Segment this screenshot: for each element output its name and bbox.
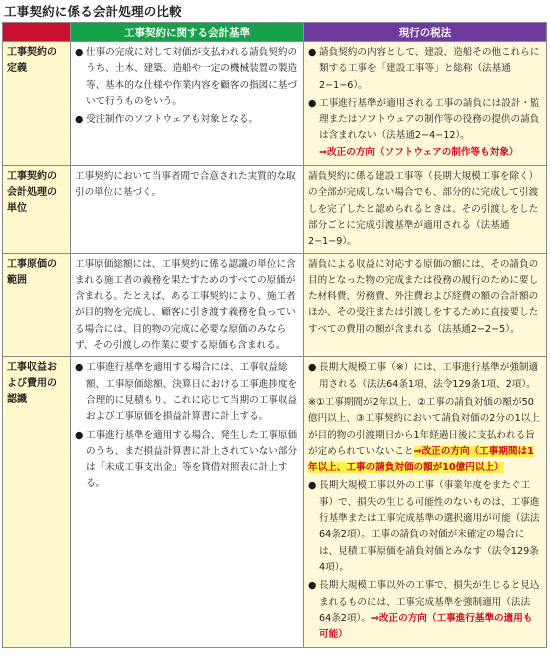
tax-cell: 請負契約に係る建設工事等（長期大規模工事を除く）の全部が完成しない場合でも、部分的に完成して引渡しを完了したと認められるときは、その引渡しをした部分ごとに完成引渡基準が適用される（法基通2−1−9）。 <box>304 166 547 253</box>
list-item: ● 受注制作のソフトウェアも対象となる。 <box>75 114 259 126</box>
table-row <box>3 166 547 253</box>
table-row <box>3 253 547 357</box>
list-item: ● 長期大規模工事以外の工事（事業年度をまたぐ工事）で、損失の生じる可能性のないものは、工事進行基準または工事完成基準の選択適用が可能（法法64条2項）。工事の請負の対価が未確定の場合には、見積工事原価を請負対価とみなす（法令129条4項）。 <box>308 480 540 573</box>
tax-cell: 請負による収益に対応する原価の額には、その請負の目的となった物の完成または役務の履行のために要した材料費、労務費、外注費および経費の額の合計額のほか、その受注または引渡しをするために直接要したすべての費用の額が含まれる（法基通2−2−5）。 <box>304 253 547 357</box>
table-header-row <box>3 23 547 42</box>
revision-note: ⇒改正の方向（工事期間は1年以上、工事の請負対価の額が10億円以上） <box>308 445 534 474</box>
revision-note: ⇒改正の方向（ソフトウェアの制作等も対象） <box>319 146 519 158</box>
header-blank <box>3 23 71 42</box>
tax-cell <box>304 357 547 648</box>
standard-cell: 工事契約において当事者間で合意された実質的な取引の単位に基づく。 <box>71 166 304 253</box>
header-current-tax-law: 現行の税法 <box>304 23 547 42</box>
row-label: 工事原価の範囲 <box>3 253 71 357</box>
tax-cell <box>304 42 547 166</box>
list-item: ● 請負契約の内容として、建設、造船その他これらに類する工事を「建設工事等」と総称（法基通2−1−6）。 <box>308 47 540 91</box>
header-accounting-standard: 工事契約に関する会計基準 <box>71 23 304 42</box>
standard-cell: 工事原価総額には、工事契約に係る認識の単位に含まれる施工者の義務を果たすためのすべての原価が含まれる。たとえば、ある工事契約により、施工者が目的物を完成し、顧客に引き渡す義務を負っている場合には、目的物の完成に必要な原価のみならず、その引渡しの作業に要する原価も含まれる。 <box>71 253 304 357</box>
list-item: ● 工事進行基準を適用する場合には、工事収益総額、工事原価総額、決算日における工事進捗度を合理的に見積もり、これに応じて当期の工事収益および工事原価を損益計算書に計上する。 <box>75 362 298 423</box>
list-item: ● 長期大規模工事（※）には、工事進行基準が強制適用される（法法64条1項、法令129条1項、2項）。 <box>308 362 539 390</box>
standard-cell <box>71 42 304 166</box>
revision-note: ⇒改正の方向（工事進行基準の適用も可能） <box>319 612 533 641</box>
page-title: 工事契約に係る会計処理の比較 <box>4 4 182 19</box>
table-row <box>3 357 547 648</box>
comparison-table <box>2 22 547 648</box>
table-row <box>3 42 547 166</box>
list-item: ● 工事進行基準を適用する場合、発生した工事原価のうち、まだ損益計算書に計上されていない部分は「未成工事支出金」等を貸借対照表に計上する。 <box>75 429 298 490</box>
list-item: ● 仕事の完成に対して対価が支払われる請負契約のうち、土木、建築、造船や一定の機械装置の製造等、基本的な仕様や作業内容を顧客の指図に基づいて行うものをいう。 <box>75 47 298 107</box>
row-label: 工事契約の定義 <box>3 42 71 166</box>
list-item: ※①工事期間が2年以上、②工事の請負対価の額が50億円以上、③工事契約において請負対価の2分の1以上が目的物の引渡期日から1年経過日後に支払われる旨が定められていないこと⇒改正の方向（工事期間は1年以上、工事の請負対価の額が10億円以上） <box>308 396 540 474</box>
row-label: 工事契約の会計処理の単位 <box>3 166 71 253</box>
standard-cell <box>71 357 304 648</box>
list-item: ● 長期大規模工事以外の工事で、損失が生じると見込まれるものには、工事完成基準を強制適用（法法64条2項）。⇒改正の方向（工事進行基準の適用も可能） <box>308 580 540 641</box>
row-label: 工事収益および費用の認識 <box>3 357 71 648</box>
list-item: ● 工事進行基準が適用される工事の請負には設計・監理またはソフトウェアの制作等の役務の提供の請負は含まれない（法基通2−4−12）。 ⇒改正の方向（ソフトウェアの制作等も対象） <box>308 97 540 158</box>
